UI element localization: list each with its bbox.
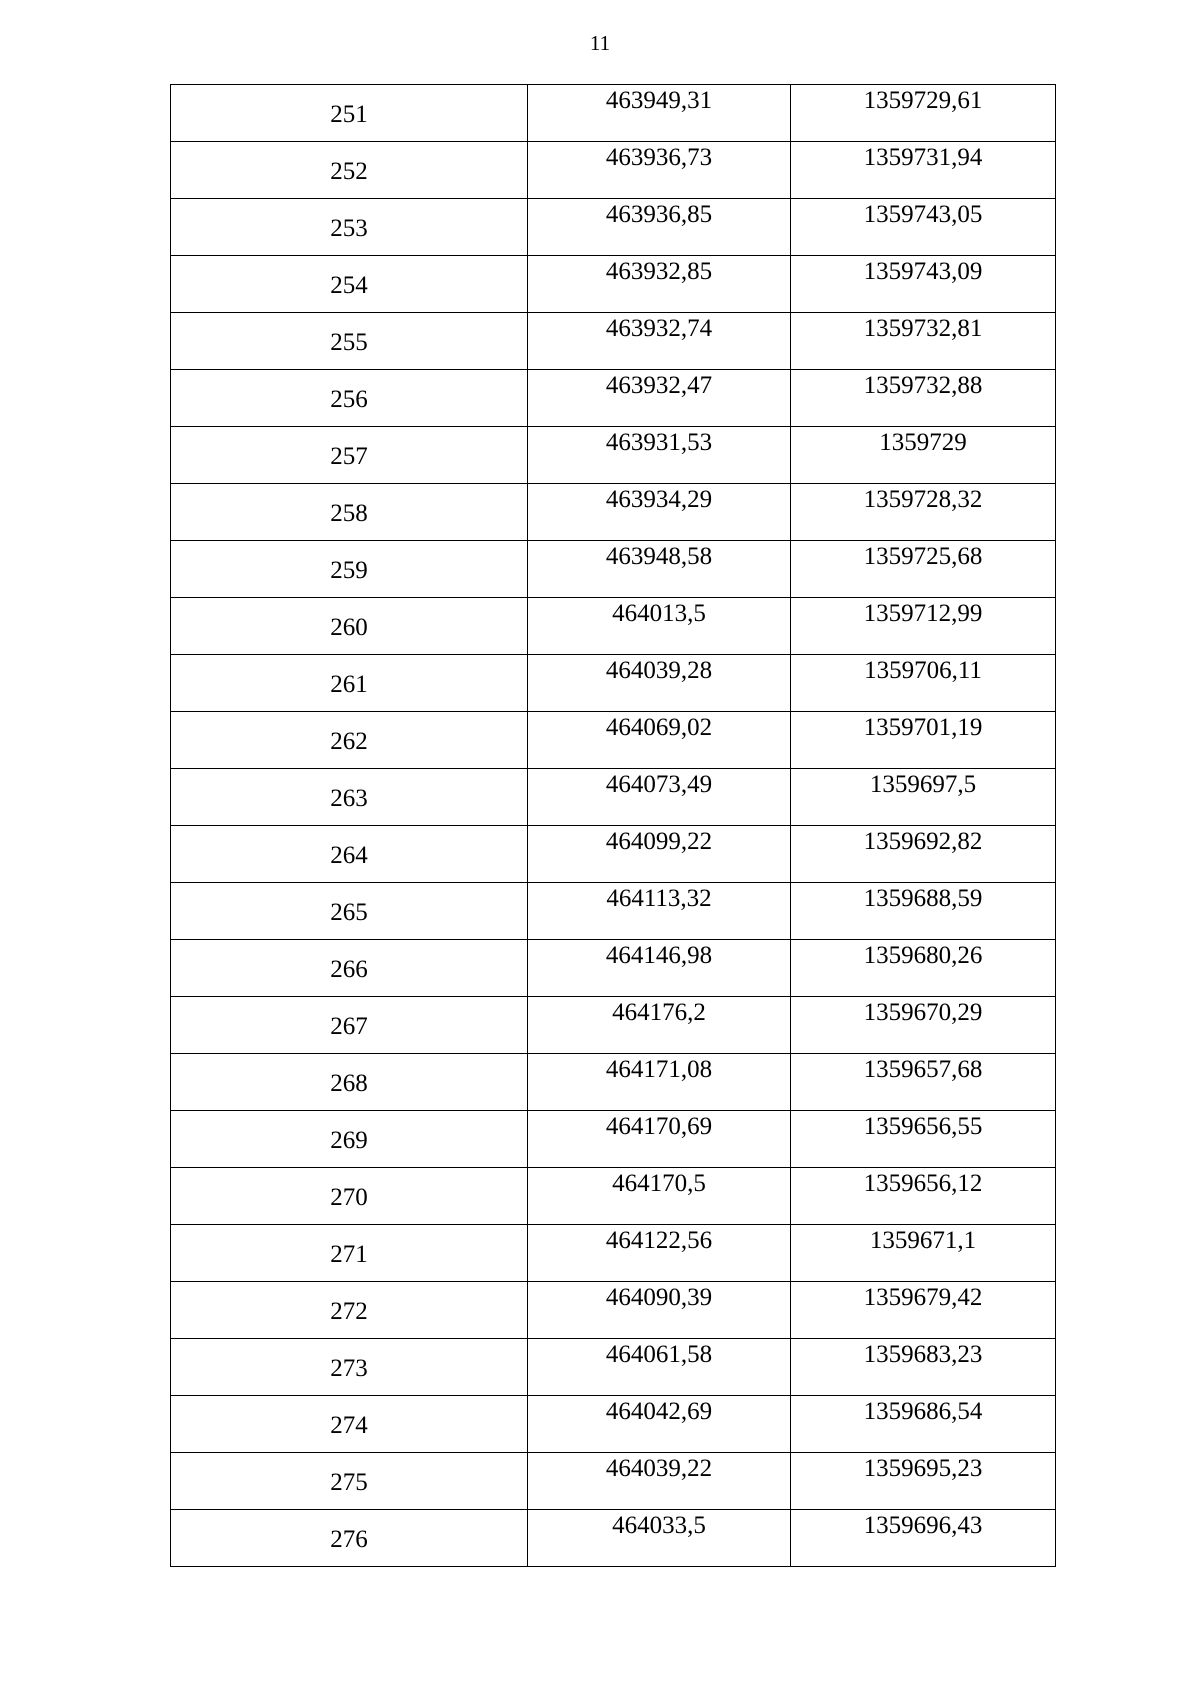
y-coordinate-cell: 1359731,94: [791, 142, 1056, 199]
point-number-cell: 275: [171, 1453, 528, 1510]
point-number-cell: 261: [171, 655, 528, 712]
table-row: [171, 313, 1056, 370]
point-number-cell: 276: [171, 1510, 528, 1567]
y-coordinate-cell: 1359688,59: [791, 883, 1056, 940]
point-number-cell: 268: [171, 1054, 528, 1111]
y-coordinate-cell: 1359732,81: [791, 313, 1056, 370]
point-number-cell: 258: [171, 484, 528, 541]
table-row: [171, 712, 1056, 769]
y-coordinate-cell: 1359728,32: [791, 484, 1056, 541]
y-coordinate-cell: 1359683,23: [791, 1339, 1056, 1396]
x-coordinate-cell: 464069,02: [528, 712, 791, 769]
x-coordinate-cell: 463936,85: [528, 199, 791, 256]
x-coordinate-cell: 464170,5: [528, 1168, 791, 1225]
y-coordinate-cell: 1359743,09: [791, 256, 1056, 313]
point-number-cell: 273: [171, 1339, 528, 1396]
table-row: [171, 769, 1056, 826]
table-row: [171, 1396, 1056, 1453]
point-number-cell: 256: [171, 370, 528, 427]
page-number: 11: [589, 31, 611, 55]
table-row: [171, 655, 1056, 712]
table-row: [171, 1225, 1056, 1282]
x-coordinate-cell: 463932,74: [528, 313, 791, 370]
point-number-cell: 255: [171, 313, 528, 370]
point-number-cell: 259: [171, 541, 528, 598]
x-coordinate-cell: 464090,39: [528, 1282, 791, 1339]
table-row: [171, 1339, 1056, 1396]
table-row: [171, 427, 1056, 484]
y-coordinate-cell: 1359712,99: [791, 598, 1056, 655]
x-coordinate-cell: 464013,5: [528, 598, 791, 655]
y-coordinate-cell: 1359732,88: [791, 370, 1056, 427]
table-row: [171, 940, 1056, 997]
x-coordinate-cell: 463948,58: [528, 541, 791, 598]
x-coordinate-cell: 464042,69: [528, 1396, 791, 1453]
point-number-cell: 269: [171, 1111, 528, 1168]
table-row: [171, 883, 1056, 940]
x-coordinate-cell: 463931,53: [528, 427, 791, 484]
table-row: [171, 199, 1056, 256]
coordinates-table: [170, 84, 1056, 1567]
x-coordinate-cell: 463932,47: [528, 370, 791, 427]
x-coordinate-cell: 464122,56: [528, 1225, 791, 1282]
point-number-cell: 260: [171, 598, 528, 655]
point-number-cell: 252: [171, 142, 528, 199]
table-row: [171, 484, 1056, 541]
table-row: [171, 1453, 1056, 1510]
x-coordinate-cell: 463934,29: [528, 484, 791, 541]
y-coordinate-cell: 1359725,68: [791, 541, 1056, 598]
y-coordinate-cell: 1359656,12: [791, 1168, 1056, 1225]
table-row: [171, 85, 1056, 142]
y-coordinate-cell: 1359679,42: [791, 1282, 1056, 1339]
x-coordinate-cell: 464039,28: [528, 655, 791, 712]
y-coordinate-cell: 1359697,5: [791, 769, 1056, 826]
table-row: [171, 1510, 1056, 1567]
x-coordinate-cell: 463949,31: [528, 85, 791, 142]
x-coordinate-cell: 464099,22: [528, 826, 791, 883]
x-coordinate-cell: 463936,73: [528, 142, 791, 199]
table-row: [171, 1111, 1056, 1168]
y-coordinate-cell: 1359701,19: [791, 712, 1056, 769]
x-coordinate-cell: 464170,69: [528, 1111, 791, 1168]
y-coordinate-cell: 1359670,29: [791, 997, 1056, 1054]
y-coordinate-cell: 1359743,05: [791, 199, 1056, 256]
y-coordinate-cell: 1359657,68: [791, 1054, 1056, 1111]
point-number-cell: 251: [171, 85, 528, 142]
y-coordinate-cell: 1359692,82: [791, 826, 1056, 883]
table-row: [171, 598, 1056, 655]
x-coordinate-cell: 464113,32: [528, 883, 791, 940]
y-coordinate-cell: 1359706,11: [791, 655, 1056, 712]
point-number-cell: 265: [171, 883, 528, 940]
table-row: [171, 541, 1056, 598]
x-coordinate-cell: 464073,49: [528, 769, 791, 826]
x-coordinate-cell: 464033,5: [528, 1510, 791, 1567]
x-coordinate-cell: 464176,2: [528, 997, 791, 1054]
table-row: [171, 826, 1056, 883]
y-coordinate-cell: 1359656,55: [791, 1111, 1056, 1168]
y-coordinate-cell: 1359729: [791, 427, 1056, 484]
x-coordinate-cell: 464061,58: [528, 1339, 791, 1396]
x-coordinate-cell: 464146,98: [528, 940, 791, 997]
point-number-cell: 254: [171, 256, 528, 313]
point-number-cell: 262: [171, 712, 528, 769]
x-coordinate-cell: 463932,85: [528, 256, 791, 313]
y-coordinate-cell: 1359671,1: [791, 1225, 1056, 1282]
coordinates-table-body: [171, 85, 1056, 1567]
x-coordinate-cell: 464171,08: [528, 1054, 791, 1111]
point-number-cell: 267: [171, 997, 528, 1054]
table-row: [171, 370, 1056, 427]
y-coordinate-cell: 1359696,43: [791, 1510, 1056, 1567]
point-number-cell: 264: [171, 826, 528, 883]
point-number-cell: 263: [171, 769, 528, 826]
point-number-cell: 274: [171, 1396, 528, 1453]
point-number-cell: 270: [171, 1168, 528, 1225]
table-row: [171, 256, 1056, 313]
table-row: [171, 142, 1056, 199]
point-number-cell: 272: [171, 1282, 528, 1339]
y-coordinate-cell: 1359680,26: [791, 940, 1056, 997]
y-coordinate-cell: 1359686,54: [791, 1396, 1056, 1453]
point-number-cell: 266: [171, 940, 528, 997]
point-number-cell: 257: [171, 427, 528, 484]
table-row: [171, 1282, 1056, 1339]
table-row: [171, 997, 1056, 1054]
table-row: [171, 1054, 1056, 1111]
y-coordinate-cell: 1359729,61: [791, 85, 1056, 142]
table-row: [171, 1168, 1056, 1225]
point-number-cell: 253: [171, 199, 528, 256]
point-number-cell: 271: [171, 1225, 528, 1282]
y-coordinate-cell: 1359695,23: [791, 1453, 1056, 1510]
x-coordinate-cell: 464039,22: [528, 1453, 791, 1510]
